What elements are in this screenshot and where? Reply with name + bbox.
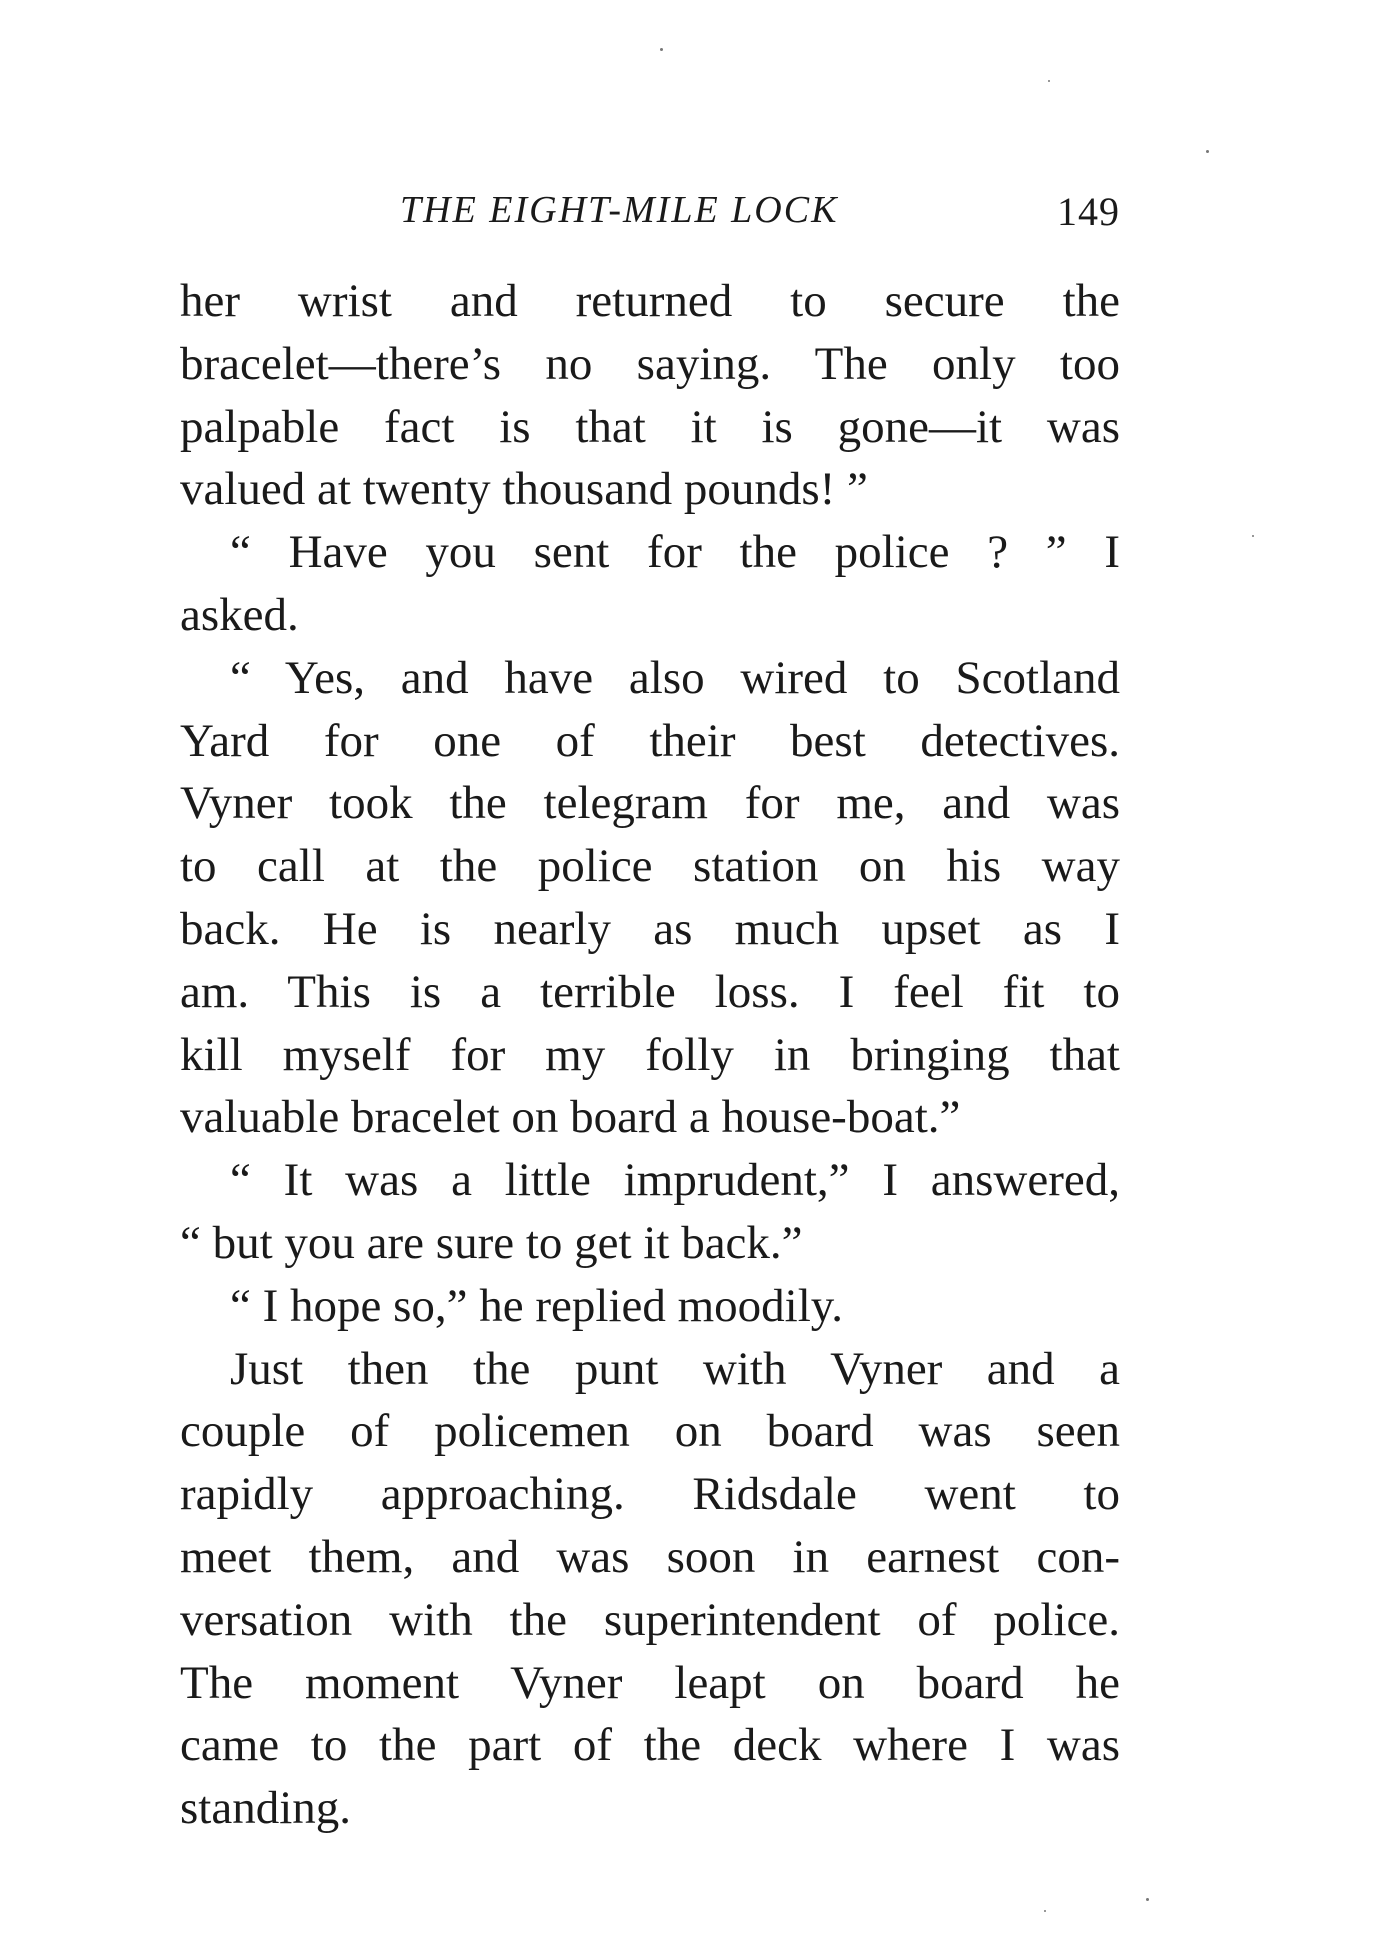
text-line: came to the part of the deck where I was xyxy=(180,1719,1120,1772)
body-text xyxy=(180,270,1120,1840)
text-line: “ I hope so,” he replied moodily. xyxy=(230,1279,843,1332)
text-line: “ Yes, and have also wired to Scotland xyxy=(230,651,1120,704)
text-line: am. This is a terrible loss. I feel fit to xyxy=(180,965,1120,1018)
text-line: The moment Vyner leapt on board he xyxy=(180,1656,1120,1709)
text-line: back. He is nearly as much upset as I xyxy=(180,902,1120,955)
text-line: bracelet—there’s no saying. The only too xyxy=(180,337,1120,390)
running-title: THE EIGHT-MILE LOCK xyxy=(400,189,839,231)
paper-speck xyxy=(660,48,663,51)
paper-speck xyxy=(1044,1910,1046,1912)
text-line: kill myself for my folly in bringing that xyxy=(180,1028,1120,1081)
text-line: standing. xyxy=(180,1782,352,1835)
text-line: asked. xyxy=(180,588,299,641)
text-line: valuable bracelet on board a house-boat.” xyxy=(180,1091,961,1144)
text-line: valued at twenty thousand pounds! ” xyxy=(180,463,868,516)
text-line: “ Have you sent for the police ? ” I xyxy=(230,526,1120,579)
text-line: Vyner took the telegram for me, and was xyxy=(180,777,1120,830)
text-line: versation with the superintendent of police. xyxy=(180,1593,1120,1646)
paper-speck xyxy=(1048,80,1050,82)
text-line: her wrist and returned to secure the xyxy=(180,275,1120,327)
paper-speck xyxy=(1252,535,1254,537)
text-line: “ It was a little imprudent,” I answered, xyxy=(230,1154,1120,1207)
page-number: 149 xyxy=(1057,189,1120,234)
text-line: to call at the police station on his way xyxy=(180,840,1120,893)
text-line: meet them, and was soon in earnest con- xyxy=(180,1530,1120,1583)
text-line: rapidly approaching. Ridsdale went to xyxy=(180,1468,1120,1521)
paper-speck xyxy=(1146,1898,1149,1901)
text-line: “ but you are sure to get it back.” xyxy=(180,1216,803,1269)
running-head xyxy=(180,188,1120,248)
text-line: couple of policemen on board was seen xyxy=(180,1405,1120,1458)
paper-speck xyxy=(1206,150,1209,153)
text-line: Yard for one of their best detectives. xyxy=(180,714,1120,767)
text-line: Just then the punt with Vyner and a xyxy=(230,1342,1120,1395)
text-line: palpable fact is that it is gone—it was xyxy=(180,400,1120,453)
